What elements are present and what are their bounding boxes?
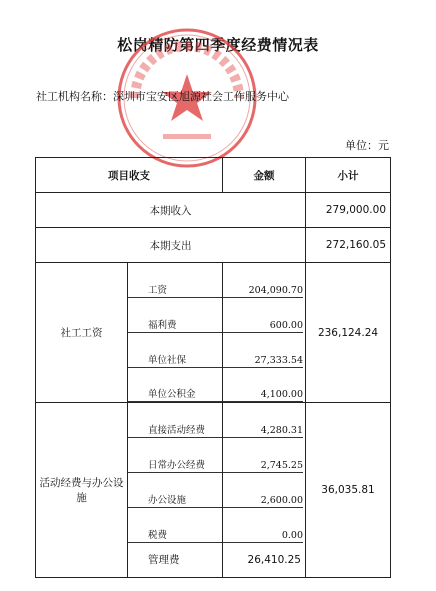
header-subtotal: 小计	[306, 158, 391, 193]
income-value: 279,000.00	[306, 193, 391, 228]
activity-item-amount: 0.00	[223, 508, 306, 543]
salary-item-name: 单位公积金	[128, 368, 223, 403]
activity-item-name: 税费	[128, 508, 223, 543]
salary-item-name: 单位社保	[128, 333, 223, 368]
salary-item-amount: 204,090.70	[223, 263, 306, 298]
activity-item-name: 日常办公经费	[128, 438, 223, 473]
salary-item-amount: 4,100.00	[223, 368, 306, 403]
table-header-row	[36, 158, 391, 193]
income-label: 本期收入	[36, 193, 306, 228]
expense-label: 本期支出	[36, 228, 306, 263]
salary-item-amount: 600.00	[223, 298, 306, 333]
salary-item-amount: 27,333.54	[223, 333, 306, 368]
income-row	[36, 193, 391, 228]
activity-item-amount: 4,280.31	[223, 403, 306, 438]
activity-item-amount: 2,745.25	[223, 438, 306, 473]
unit-label: 单位：元	[345, 139, 389, 152]
salary-subtotal: 236,124.24	[306, 263, 391, 403]
activity-item-name: 管理费	[128, 543, 223, 578]
page-title: 松岗精防第四季度经费情况表	[117, 36, 319, 54]
activity-item-name: 办公设施	[128, 473, 223, 508]
expense-report-table	[35, 157, 391, 578]
salary-category: 社工工资	[36, 263, 128, 403]
activity-item-amount: 26,410.25	[223, 543, 306, 578]
header-amount: 金额	[223, 158, 306, 193]
activity-item-amount: 2,600.00	[223, 473, 306, 508]
expense-value: 272,160.05	[306, 228, 391, 263]
organization-name: 社工机构名称：深圳市宝安区旭源社会工作服务中心	[36, 90, 289, 103]
salary-item-name: 工资	[128, 263, 223, 298]
header-item: 项目收支	[36, 158, 223, 193]
table-row	[36, 263, 391, 298]
activity-category: 活动经费与办公设施	[36, 403, 128, 578]
activity-item-name: 直接活动经费	[128, 403, 223, 438]
salary-item-name: 福利费	[128, 298, 223, 333]
activity-subtotal: 36,035.81	[306, 403, 391, 578]
expense-row	[36, 228, 391, 263]
table-row	[36, 403, 391, 438]
